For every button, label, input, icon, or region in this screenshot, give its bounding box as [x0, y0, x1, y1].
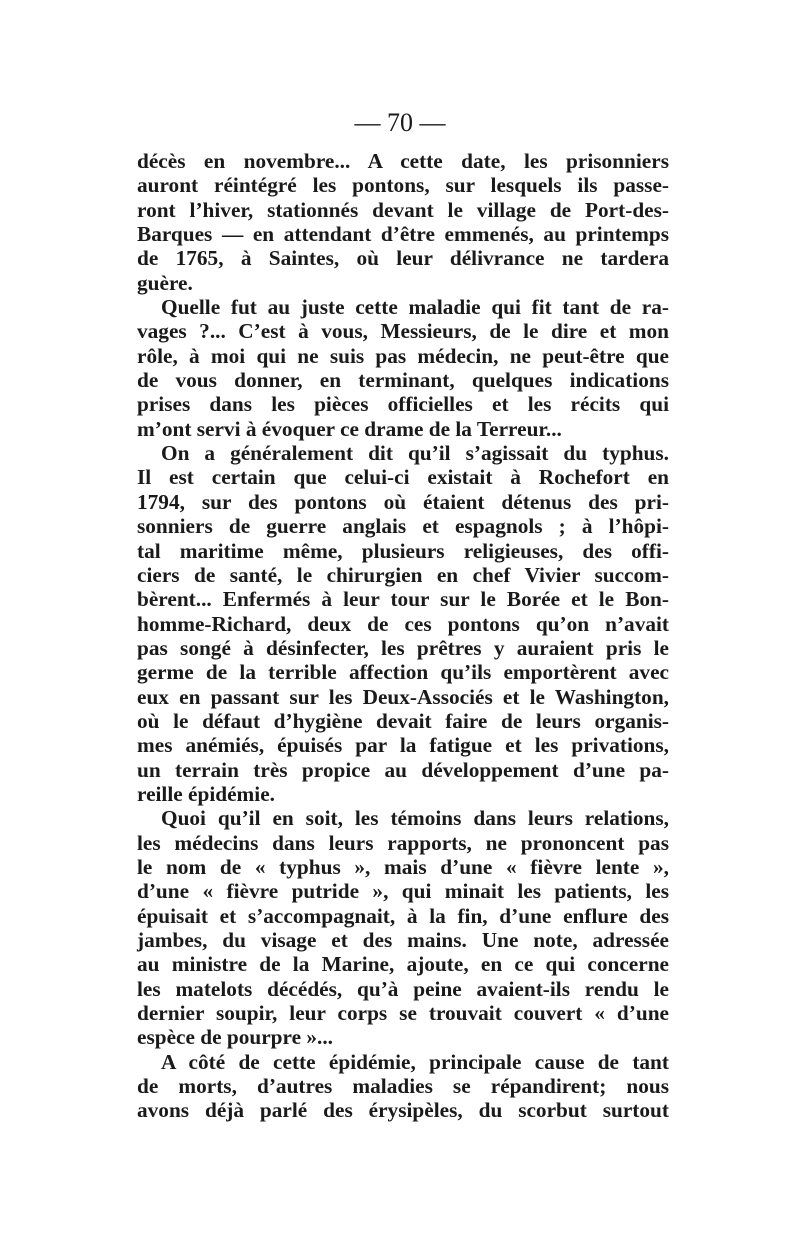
text-line: reille épidémie. — [137, 781, 275, 806]
text-line: pas songé à désinfecter, les prêtres y auraient pris le — [137, 635, 669, 660]
text-line: au ministre de la Marine, ajoute, en ce qui concerne — [137, 952, 669, 977]
text-line: m’ont servi à évoquer ce drame de la Terreur... — [137, 416, 562, 441]
text-line: bèrent... Enfermés à leur tour sur le Borée et le Bon- — [137, 587, 669, 612]
text-line: vages ?... C’est à vous, Messieurs, de le dire et mon — [137, 319, 669, 344]
text-line: avons déjà parlé des érysipèles, du scorbut surtout — [137, 1098, 669, 1123]
text-line: sonniers de guerre anglais et espagnols ; à l’hôpi- — [137, 514, 669, 539]
text-line: un terrain très propice au développement d’une pa- — [137, 757, 669, 782]
text-line: dernier soupir, leur corps se trouvait couvert « d’une — [137, 1001, 669, 1026]
text-line: auront réintégré les pontons, sur lesquels ils passe- — [137, 173, 669, 198]
text-line: mes anémiés, épuisés par la fatigue et les privations, — [137, 733, 669, 758]
text-line: eux en passant sur les Deux-Associés et le Washington, — [137, 684, 669, 709]
text-line: 1794, sur des pontons où étaient détenus des pri- — [137, 489, 669, 514]
text-line: le nom de « typhus », mais d’une « fièvre lente », — [137, 854, 669, 879]
text-line: ciers de santé, le chirurgien en chef Vivier succom- — [137, 562, 669, 587]
text-line: On a généralement dit qu’il s’agissait du typhus. — [161, 441, 669, 466]
text-line: Quoi qu’il en soit, les témoins dans leurs relations, — [161, 806, 669, 831]
text-line: prises dans les pièces officielles et les récits qui — [137, 392, 669, 417]
text-line: épuisait et s’accompagnait, à la fin, d’une enflure des — [137, 903, 669, 928]
text-line: germe de la terrible affection qu’ils emportèrent avec — [137, 660, 669, 685]
text-line: ront l’hiver, stationnés devant le village de Port-des- — [137, 197, 669, 222]
text-line: espèce de pourpre »... — [137, 1025, 333, 1050]
text-line: homme-Richard, deux de ces pontons qu’on n’avait — [137, 611, 669, 636]
text-line: guère. — [137, 270, 193, 295]
page-number: — 70 — — [354, 108, 446, 137]
text-line: tal maritime même, plusieurs religieuses, des offi- — [137, 538, 669, 563]
text-line: décès en novembre... A cette date, les prisonniers — [137, 149, 669, 173]
text-line: Quelle fut au juste cette maladie qui fit tant de ra- — [161, 295, 669, 320]
text-line: de morts, d’autres maladies se répandirent; nous — [137, 1074, 669, 1099]
text-line: Barques — en attendant d’être emmenés, au printemps — [137, 222, 669, 247]
text-line: jambes, du visage et des mains. Une note, adressée — [137, 928, 669, 952]
text-line: Il est certain que celui-ci existait à Rochefort en — [137, 465, 669, 490]
text-line: les matelots décédés, qu’à peine avaient-ils rendu le — [137, 976, 669, 1001]
body-text — [137, 149, 669, 1123]
text-line: où le défaut d’hygiène devait faire de leurs organis- — [137, 708, 669, 733]
text-line: d’une « fièvre putride », qui minait les patients, les — [137, 879, 669, 904]
text-line: rôle, à moi qui ne suis pas médecin, ne peut-être que — [137, 343, 669, 368]
text-line: A côté de cette épidémie, principale cause de tant — [161, 1049, 669, 1074]
text-line: de 1765, à Saintes, où leur délivrance ne tardera — [137, 246, 669, 271]
text-line: les médecins dans leurs rapports, ne prononcent pas — [137, 830, 669, 855]
text-line: de vous donner, en terminant, quelques indications — [137, 368, 669, 393]
